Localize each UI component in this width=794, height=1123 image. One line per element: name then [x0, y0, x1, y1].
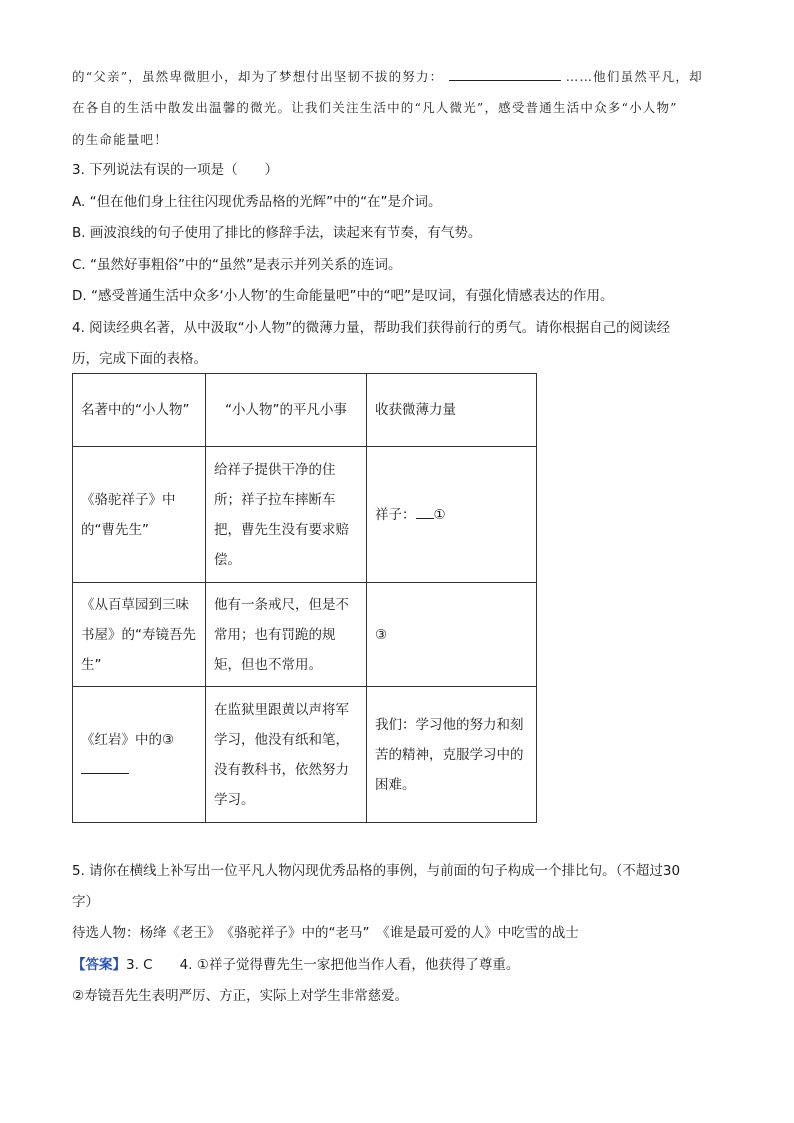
- answer-line-2: ②寿镜吾先生表明严厉、方正，实际上对学生非常慈爱。: [72, 988, 409, 1004]
- q5-candidates: 待选人物：杨绛《老王》 《骆驼祥子》中的“老马” 《谁是最可爱的人》中吃雪的战士: [72, 925, 579, 941]
- q3-option-d: D. “感受普通生活中众多‘小人物’的生命能量吧”中的“吧”是叹词，有强化情感表达的作用。: [72, 288, 614, 304]
- intro-line-1: [72, 66, 703, 87]
- table-row: [73, 447, 537, 583]
- q4-table: [72, 373, 537, 823]
- answer-tag: 【答案】: [72, 957, 126, 973]
- row1-gain: [367, 447, 537, 583]
- answer-line-1: [72, 955, 519, 975]
- row2-character: 《从百草园到三味书屋》的“寿镜吾先生”: [73, 583, 206, 687]
- row1-blank: [416, 502, 434, 519]
- table-row: [73, 687, 537, 823]
- q3-stem: 3. 下列说法有误的一项是（ ）: [72, 162, 279, 178]
- row3-gain: 我们：学习他的努力和刻苦的精神，克服学习中的困难。: [367, 687, 537, 823]
- row2-gain: ③: [367, 583, 537, 687]
- header-cell-gain: 收获微薄力量: [367, 374, 537, 447]
- row1-gain-marker: ①: [433, 506, 446, 523]
- row3-event: 在监狱里跟黄以声将军学习，他没有纸和笔，没有教科书，依然努力学习。: [206, 687, 367, 823]
- intro-line-1-a: 的“父亲”，虽然卑微胆小，却为了梦想付出坚韧不拔的努力：: [72, 69, 444, 84]
- q5-stem-line-2: 字）: [72, 894, 99, 910]
- q5-stem-line-1: 5. 请你在横线上补写出一位平凡人物闪现优秀品格的事例，与前面的句子构成一个排比句。（不超过30: [72, 863, 681, 879]
- table-header-row: [73, 374, 537, 447]
- q3-option-a: A. “但在他们身上往往闪现优秀品格的光辉”中的“在”是介词。: [72, 194, 442, 210]
- intro-line-1-b: ……他们虽然平凡，却: [565, 69, 703, 84]
- row1-gain-prefix: 祥子：: [375, 506, 416, 523]
- q3-option-b: B. 画波浪线的句子使用了排比的修辞手法，读起来有节奏，有气势。: [72, 225, 482, 241]
- q4-stem-line-1: 4. 阅读经典名著，从中汲取“小人物”的微薄力量，帮助我们获得前行的勇气。请你根据自己的阅读经: [72, 320, 671, 336]
- intro-line-3: 的生命能量吧！: [72, 132, 168, 147]
- q3-option-c: C. “虽然好事粗俗”中的“虽然”是表示并列关系的连词。: [72, 257, 402, 273]
- row1-character: 《骆驼祥子》中的“曹先生”: [73, 447, 206, 583]
- header-cell-character: 名著中的“小人物”: [73, 374, 206, 447]
- fill-blank: [449, 66, 561, 81]
- answer-line-1-text: 3. C 4. ①祥子觉得曹先生一家把他当作人看，他获得了尊重。: [126, 957, 520, 973]
- row1-event: 给祥子提供干净的住所；祥子拉车摔断车把，曹先生没有要求赔偿。: [206, 447, 367, 583]
- row2-event: 他有一条戒尺，但是不常用；也有罚跪的规矩，但也不常用。: [206, 583, 367, 687]
- row3-blank: [81, 757, 129, 774]
- q4-stem-line-2: 历，完成下面的表格。: [72, 351, 207, 367]
- table-row: [73, 583, 537, 687]
- intro-line-2: 在各自的生活中散发出温馨的微光。让我们关注生活中的“凡人微光”，感受普通生活中众多“小人物”: [72, 100, 678, 115]
- row3-character: [73, 687, 206, 823]
- header-cell-event: “小人物”的平凡小事: [206, 374, 367, 447]
- row3-character-text: 《红岩》中的③: [81, 731, 175, 748]
